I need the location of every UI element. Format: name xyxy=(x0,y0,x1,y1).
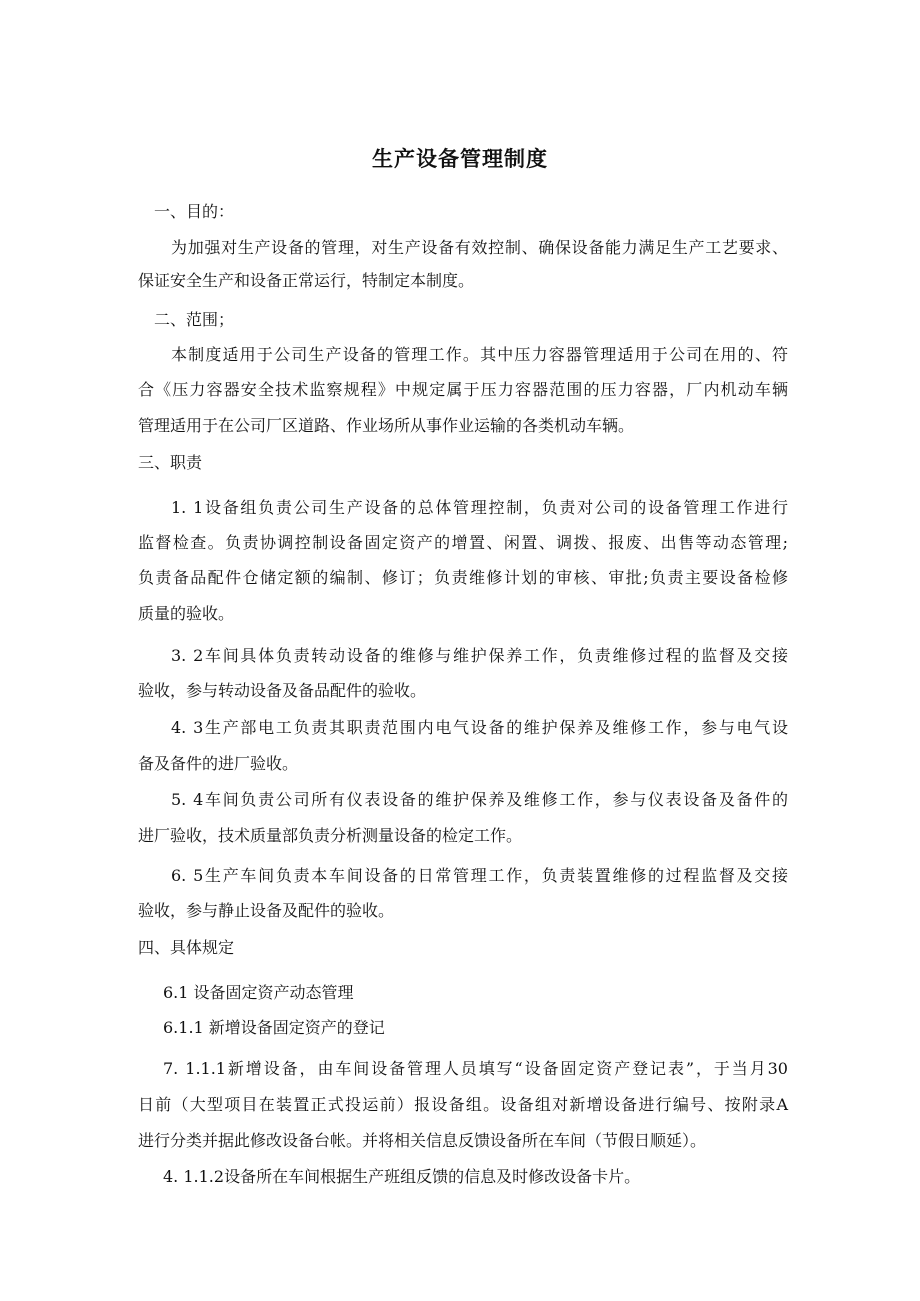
subsection-heading: 6.1.1 新增设备固定资产的登记 xyxy=(163,1018,385,1037)
paragraph-line: 进行分类并据此修改设备台帐。并将相关信息反馈设备所在车间（节假日顺延）。 xyxy=(138,1131,707,1150)
paragraph-line: 备及备件的进厂验收。 xyxy=(138,754,299,773)
section-heading-purpose: 一、目的： xyxy=(154,202,235,221)
paragraph-line: 保证安全生产和设备正常运行，特制定本制度。 xyxy=(138,271,475,290)
paragraph-line: 合《压力容器安全技术监察规程》中规定属于压力容器范围的压力容器，厂内机动车辆 xyxy=(138,380,788,399)
paragraph-line: 验收，参与转动设备及备品配件的验收。 xyxy=(138,681,427,700)
section-heading-scope: 二、范围； xyxy=(154,310,235,329)
paragraph-line: 验收，参与静止设备及配件的验收。 xyxy=(138,901,395,920)
paragraph-line: 进厂验收，技术质量部负责分析测量设备的检定工作。 xyxy=(138,826,523,845)
paragraph-line: 管理适用于在公司厂区道路、作业场所从事作业运输的各类机动车辆。 xyxy=(138,416,635,435)
paragraph-line: 1. 1设备组负责公司生产设备的总体管理控制，负责对公司的设备管理工作进行 xyxy=(171,498,788,517)
section-heading-responsibilities: 三、职责 xyxy=(138,453,203,472)
paragraph-line: 4. 3生产部电工负责其职责范围内电气设备的维护保养及维修工作，参与电气设 xyxy=(171,718,788,737)
paragraph-line: 为加强对生产设备的管理，对生产设备有效控制、确保设备能力满足生产工艺要求、 xyxy=(171,238,788,257)
paragraph-line: 6. 5生产车间负责本车间设备的日常管理工作，负责装置维修的过程监督及交接 xyxy=(171,866,788,885)
section-heading-specific-rules: 四、具体规定 xyxy=(138,938,235,957)
paragraph-line: 负责备品配件仓储定额的编制、修订；负责维修计划的审核、审批;负责主要设备检修 xyxy=(138,568,788,587)
paragraph-line: 本制度适用于公司生产设备的管理工作。其中压力容器管理适用于公司在用的、符 xyxy=(171,345,788,364)
paragraph-line: 日前（大型项目在装置正式投运前）报设备组。设备组对新增设备进行编号、按附录A xyxy=(138,1095,788,1114)
document-title: 生产设备管理制度 xyxy=(372,147,548,171)
paragraph-line: 质量的验收。 xyxy=(138,604,235,623)
paragraph-line: 监督检查。负责协调控制设备固定资产的增置、闲置、调拨、报废、出售等动态管理; xyxy=(138,533,788,552)
paragraph-line: 3. 2车间具体负责转动设备的维修与维护保养工作，负责维修过程的监督及交接 xyxy=(171,646,788,665)
paragraph-line: 7. 1.1.1新增设备，由车间设备管理人员填写“设备固定资产登记表”，于当月30 xyxy=(163,1059,788,1078)
paragraph-line: 4. 1.1.2设备所在车间根据生产班组反馈的信息及时修改设备卡片。 xyxy=(163,1167,641,1186)
paragraph-line: 5. 4车间负责公司所有仪表设备的维护保养及维修工作，参与仪表设备及备件的 xyxy=(171,790,788,809)
subsection-heading: 6.1 设备固定资产动态管理 xyxy=(163,983,354,1002)
